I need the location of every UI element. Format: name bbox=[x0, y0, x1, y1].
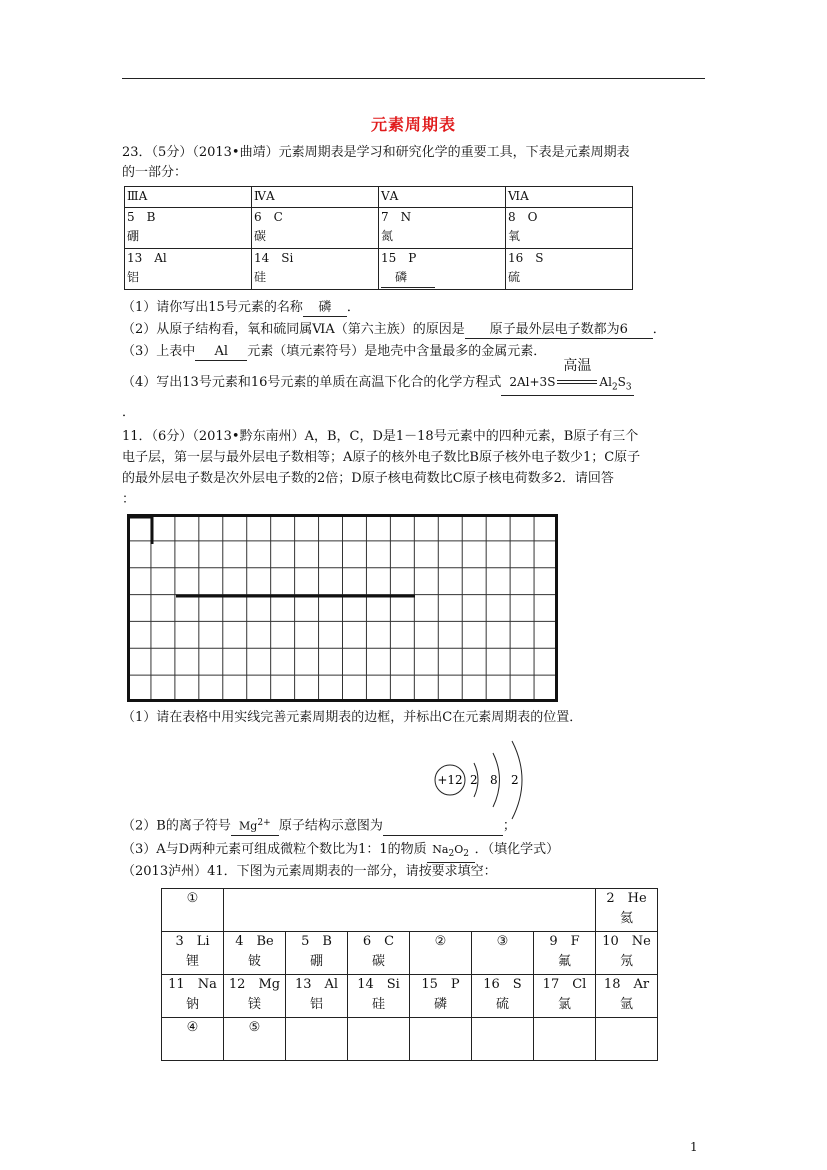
empty-cell bbox=[286, 1018, 348, 1061]
empty-cell bbox=[534, 1018, 596, 1061]
page-title: 元素周期表 bbox=[370, 115, 456, 134]
header-rule bbox=[122, 78, 705, 79]
element-cell: 6 C 碳 bbox=[252, 208, 379, 249]
answer-blank: $Mg^{2+}$ bbox=[231, 815, 279, 836]
answer-blank: 磷 bbox=[303, 300, 347, 317]
element-cell: 2 He 氦 bbox=[596, 889, 658, 932]
nucleus-charge: +12 bbox=[437, 773, 463, 787]
element-cell: 13 Al 铝 bbox=[286, 975, 348, 1018]
element-cell: 15 P 磷 bbox=[410, 975, 472, 1018]
element-cell: 14 Si 硅 bbox=[252, 249, 379, 290]
blank-marker: ② bbox=[410, 932, 472, 975]
group-header: ⅥA bbox=[506, 187, 633, 208]
group-header: ⅤA bbox=[379, 187, 506, 208]
page-number: 1 bbox=[690, 1140, 698, 1154]
q11-intro-3: 的最外层电子数是次外层电子数的2倍；D原子核电荷数比C原子核电荷数多2．请回答 bbox=[122, 471, 614, 486]
element-cell: 10 Ne 氖 bbox=[596, 932, 658, 975]
blank-marker: ③ bbox=[472, 932, 534, 975]
q41-intro: （2013泸州）41．下图为元素周期表的一部分，请按要求填空： bbox=[122, 864, 497, 879]
empty-span bbox=[224, 889, 596, 932]
q11-sub2: （2）B的离子符号 $Mg^{2+}$ 原子结构示意图为 ； bbox=[122, 815, 722, 837]
element-cell: 6 C 碳 bbox=[348, 932, 410, 975]
q11-sub3: （3）A与D两种元素可组成微粒个数比为1：1的物质 $Na_2O_2$ ．（填化学式） bbox=[122, 840, 722, 863]
q23-intro-2: 的一部分： bbox=[122, 165, 188, 180]
answer-blank: 原子最外层电子数都为6 bbox=[465, 322, 653, 339]
q23-sub4: （4）写出13号元素和16号元素的单质在高温下化合的化学方程式 2Al+3S 高温 $Al_2S_3$ bbox=[122, 373, 722, 396]
element-cell: 4 Be 铍 bbox=[224, 932, 286, 975]
empty-cell bbox=[410, 1018, 472, 1061]
element-cell: 9 F 氟 bbox=[534, 932, 596, 975]
q23-sub2: （2）从原子结构看，氧和硫同属ⅥA（第六主族）的原因是 原子最外层电子数都为6 ． bbox=[122, 322, 666, 337]
grid-corner-mark bbox=[129, 517, 152, 544]
q23-intro-1: 23．（5分）（2013•曲靖）元素周期表是学习和研究化学的重要工具，下表是元素周期表 bbox=[122, 145, 630, 160]
element-cell: 3 Li 锂 bbox=[162, 932, 224, 975]
blank-periodic-grid bbox=[127, 514, 558, 702]
q41-periodic-table bbox=[161, 888, 658, 1061]
element-cell: 17 Cl 氯 bbox=[534, 975, 596, 1018]
blank-marker: ⑤ bbox=[224, 1018, 286, 1061]
empty-cell bbox=[472, 1018, 534, 1061]
atomic-structure-diagram bbox=[430, 735, 560, 825]
group-header: ⅣA bbox=[252, 187, 379, 208]
element-cell: 13 Al 铝 bbox=[125, 249, 252, 290]
blank-marker: ④ bbox=[162, 1018, 224, 1061]
answer-blank bbox=[383, 819, 503, 836]
q23-sub4-tail: ． bbox=[122, 405, 136, 420]
element-cell: 5 B 硼 bbox=[286, 932, 348, 975]
answer-blank: Al bbox=[195, 344, 247, 361]
element-cell: 18 Ar 氩 bbox=[596, 975, 658, 1018]
shell-count: 8 bbox=[490, 773, 498, 787]
q11-intro-2: 电子层，第一层与最外层电子数相等；A原子的核外电子数比B原子核外电子数少1；C原子 bbox=[122, 450, 641, 465]
blank-marker: ① bbox=[162, 889, 224, 932]
element-cell: 14 Si 硅 bbox=[348, 975, 410, 1018]
element-cell: 15 P 磷 bbox=[379, 249, 506, 290]
element-cell: 16 S 硫 bbox=[506, 249, 633, 290]
element-cell: 5 B 硼 bbox=[125, 208, 252, 249]
empty-cell bbox=[596, 1018, 658, 1061]
element-cell: 12 Mg 镁 bbox=[224, 975, 286, 1018]
q23-periodic-table bbox=[124, 186, 633, 290]
element-cell: 7 N 氮 bbox=[379, 208, 506, 249]
q11-intro-4: ： bbox=[122, 492, 136, 507]
group-header: ⅢA bbox=[125, 187, 252, 208]
answer-equation: 2Al+3S 高温 $Al_2S_3$ bbox=[501, 374, 633, 396]
empty-cell bbox=[348, 1018, 410, 1061]
element-cell: 8 O 氧 bbox=[506, 208, 633, 249]
q23-sub3: （3）上表中 Al 元素（填元素符号）是地壳中含量最多的金属元素． bbox=[122, 344, 547, 359]
q23-sub1: （1）请你写出15号元素的名称 磷 ． bbox=[122, 300, 360, 315]
element-cell: 11 Na 钠 bbox=[162, 975, 224, 1018]
q11-intro-1: 11．（6分）（2013•黔东南州）A，B，C，D是1－18号元素中的四种元素，B原子有三个 bbox=[122, 429, 639, 444]
shell-count: 2 bbox=[511, 773, 519, 787]
answer-blank: $Na_2O_2$ bbox=[427, 842, 475, 863]
q11-sub1: （1）请在表格中用实线完善元素周期表的边框，并标出C在元素周期表的位置． bbox=[122, 710, 583, 725]
shell-count: 2 bbox=[470, 773, 478, 787]
element-cell: 16 S 硫 bbox=[472, 975, 534, 1018]
reaction-condition: 高温 bbox=[563, 358, 592, 374]
